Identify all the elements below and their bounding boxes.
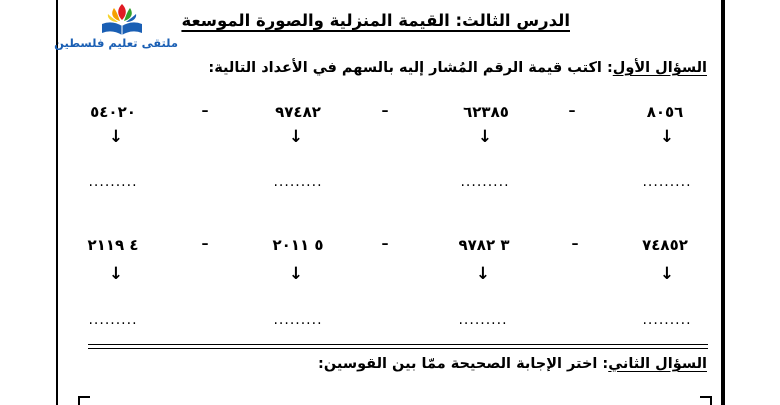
answer-blank[interactable]: ......... — [458, 312, 508, 328]
number-r2-c4: ٤ ٢١١٩ — [87, 236, 139, 254]
down-arrow-icon: ↓ — [659, 127, 675, 147]
dash-separator: – — [381, 236, 389, 252]
question-1-text: : اكتب قيمة الرقم المُشار إليه بالسهم في الأعداد التالية: — [208, 60, 613, 76]
site-logo — [54, 2, 178, 58]
dash-separator: – — [571, 236, 579, 252]
down-arrow-icon: ↓ — [108, 264, 124, 284]
answer-blank[interactable]: ......... — [460, 174, 510, 190]
dash-separator: – — [381, 103, 389, 119]
page-left-border — [56, 0, 58, 405]
number-r2-c2: ٣ ٩٧٨٢ — [458, 236, 510, 254]
number-r1-c1: ٨٠٥٦ — [646, 103, 684, 121]
logo-text: ملتقى تعليم فلسطين — [54, 36, 178, 50]
question-1 — [208, 60, 707, 76]
question-2 — [318, 356, 707, 372]
down-arrow-icon: ↓ — [659, 264, 675, 284]
lesson-title: الدرس الثالث: القيمة المنزلية والصورة الموسعة — [181, 11, 570, 30]
down-arrow-icon: ↓ — [477, 127, 493, 147]
answer-blank[interactable]: ......... — [273, 174, 323, 190]
dash-separator: – — [568, 103, 576, 119]
number-r1-c4: ٥٤٠٢٠ — [90, 103, 136, 121]
question-2-text: : اختر الإجابة الصحيحة ممّا بين القوسين: — [318, 356, 609, 372]
dash-separator: – — [201, 236, 209, 252]
page-right-border — [721, 0, 725, 405]
answer-blank[interactable]: ......... — [88, 174, 138, 190]
question-1-label: السؤال الأول — [612, 60, 707, 76]
dash-separator: – — [201, 103, 209, 119]
down-arrow-icon: ↓ — [288, 264, 304, 284]
question-2-label: السؤال الثاني — [608, 356, 707, 372]
down-arrow-icon: ↓ — [108, 127, 124, 147]
number-r2-c3: ٥ ٢٠١١ — [272, 236, 324, 254]
number-r1-c2: ٦٢٣٨٥ — [463, 103, 509, 121]
number-r2-c1: ٧٤٨٥٢ — [642, 236, 688, 254]
section-divider — [88, 344, 708, 349]
down-arrow-icon: ↓ — [288, 127, 304, 147]
bracket-fragment — [700, 396, 712, 405]
answer-blank[interactable]: ......... — [642, 312, 692, 328]
book-flame-logo-icon — [98, 2, 146, 36]
answer-blank[interactable]: ......... — [88, 312, 138, 328]
answer-blank[interactable]: ......... — [273, 312, 323, 328]
answer-blank[interactable]: ......... — [642, 174, 692, 190]
bracket-fragment — [78, 396, 90, 405]
number-r1-c3: ٩٧٤٨٢ — [275, 103, 321, 121]
down-arrow-icon: ↓ — [475, 264, 491, 284]
